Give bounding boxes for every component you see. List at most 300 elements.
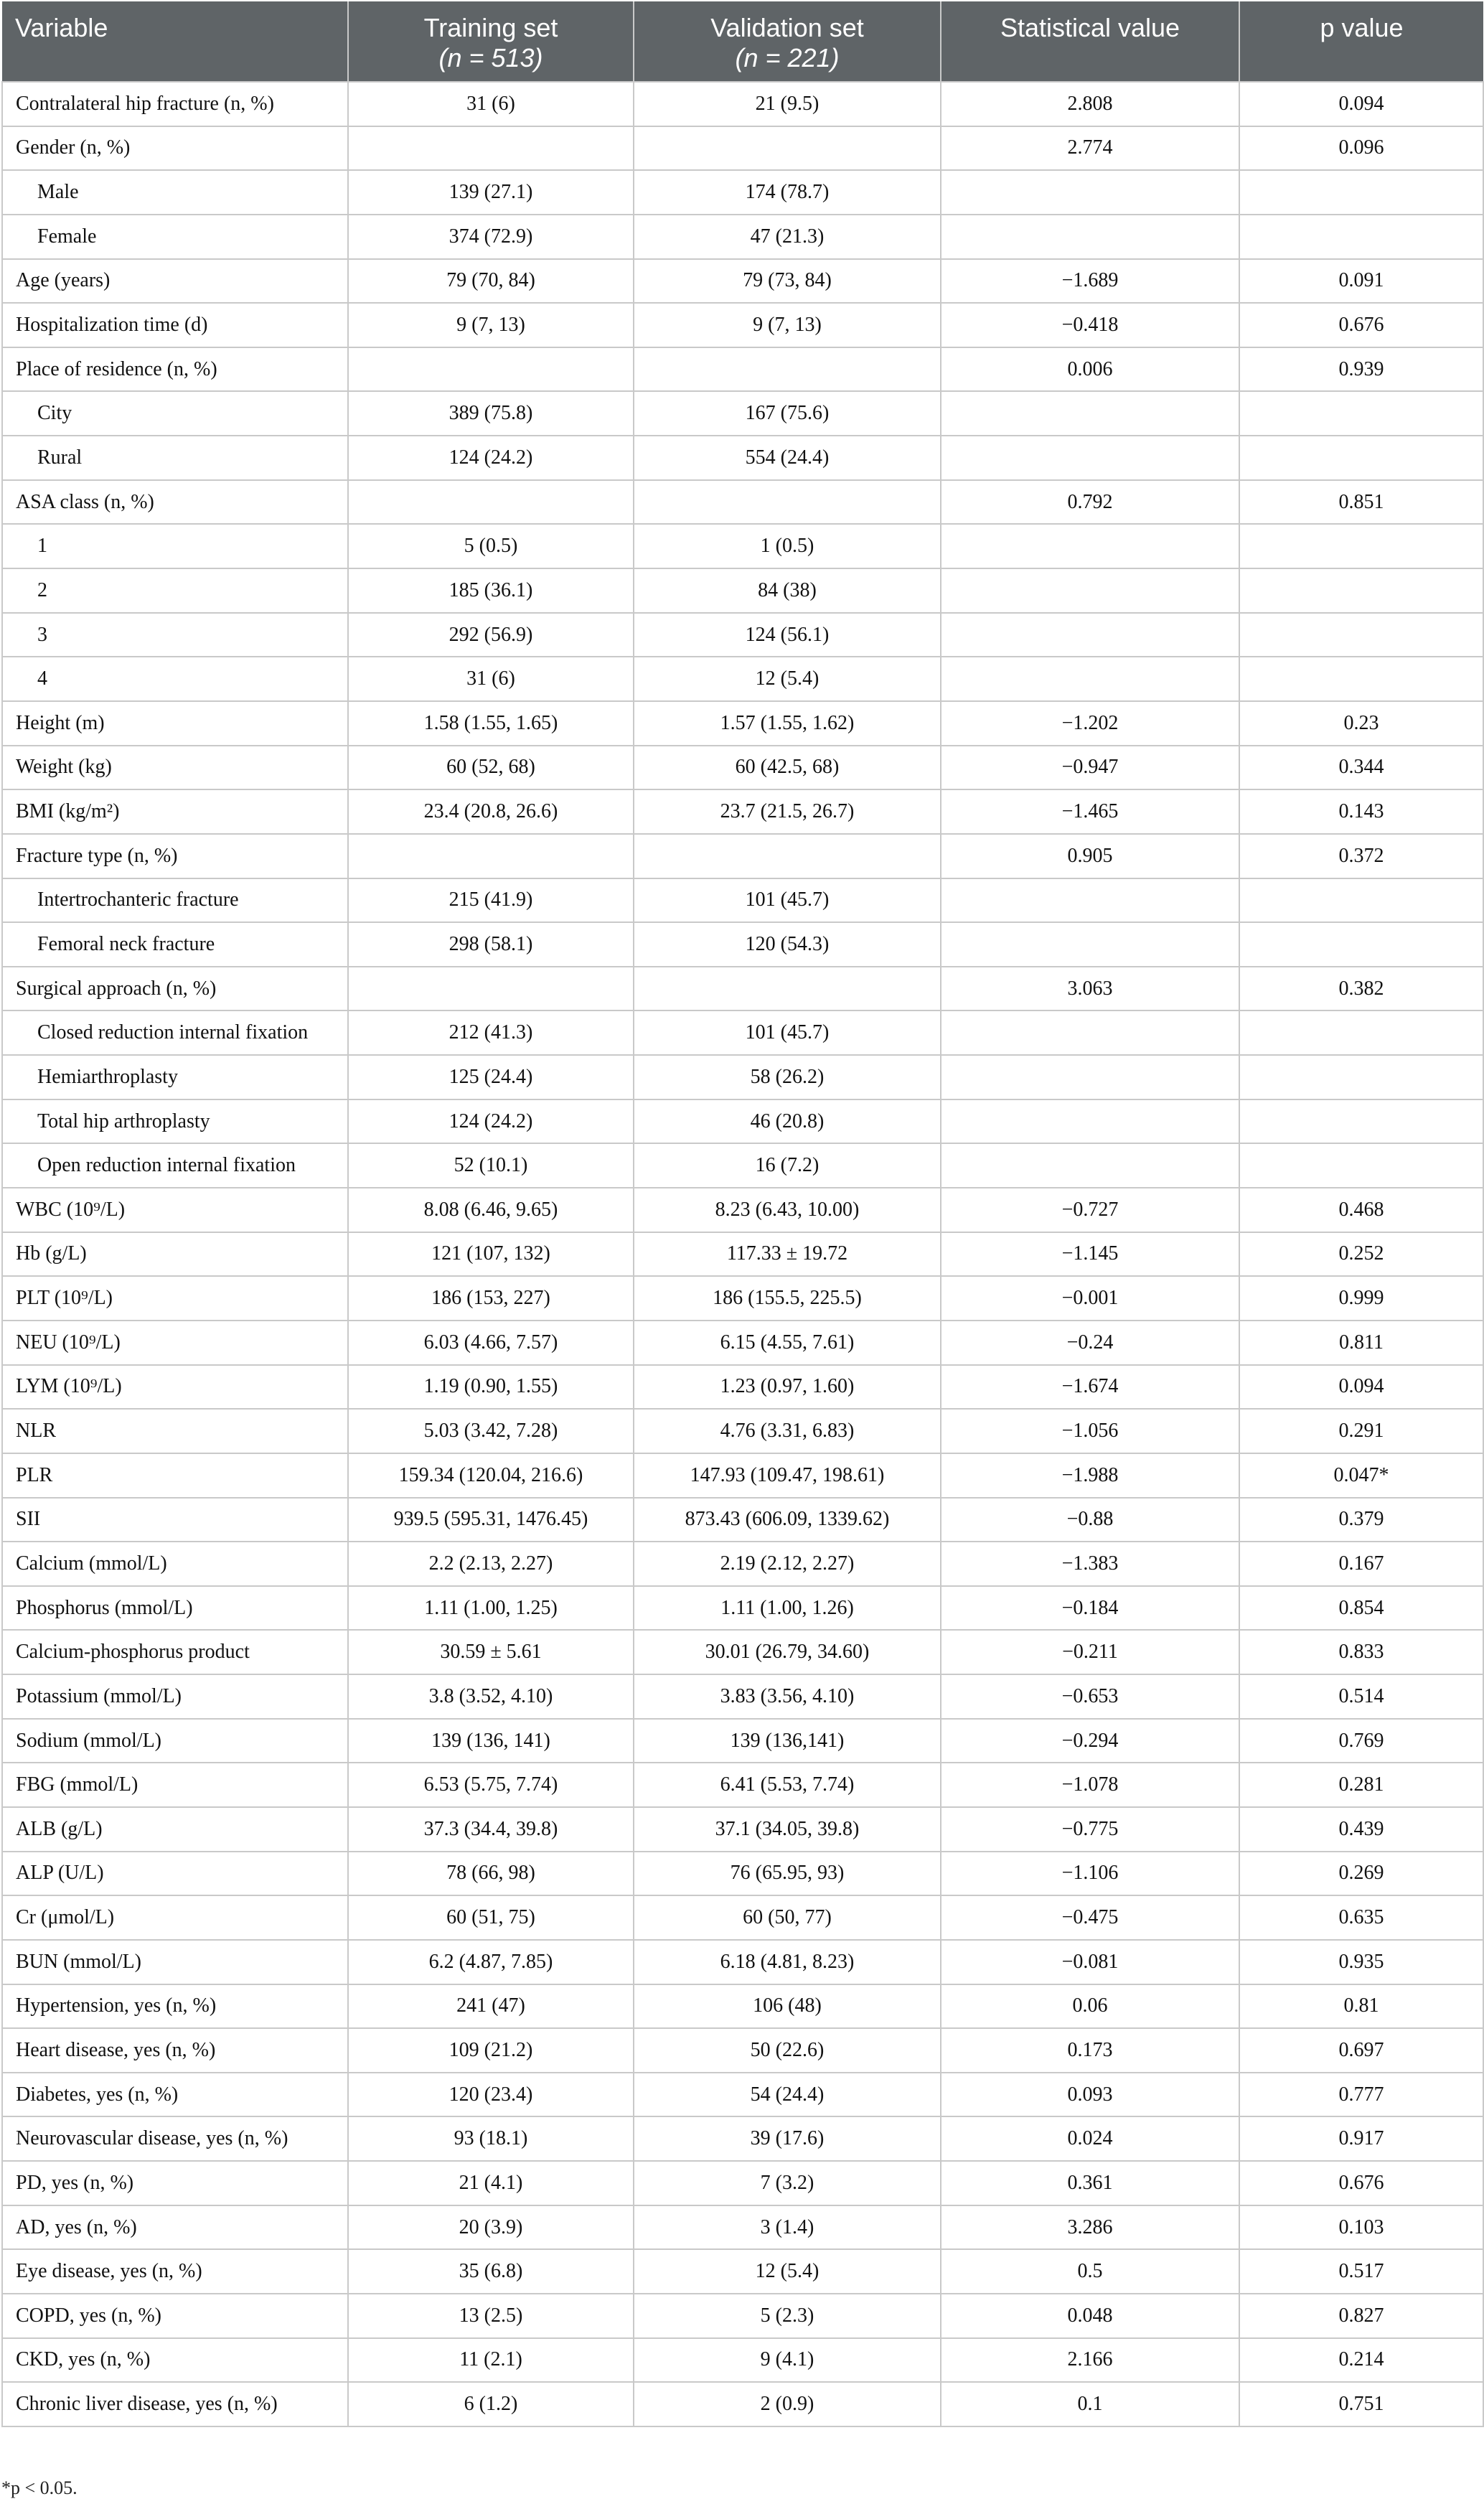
cell-training: 35 (6.8) [348, 2249, 634, 2294]
cell-training: 21 (4.1) [348, 2161, 634, 2205]
cell-training: 79 (70, 84) [348, 259, 634, 304]
table-row [2, 524, 1483, 568]
cell-variable: Hemiarthroplasty [2, 1055, 348, 1099]
cell-validation: 873.43 (606.09, 1339.62) [634, 1498, 941, 1542]
cell-statistical-value [941, 215, 1239, 259]
cell-statistical-value: −1.465 [941, 789, 1239, 834]
header-statistical-value: Statistical value [941, 1, 1239, 82]
cell-p-value: 0.103 [1239, 2205, 1483, 2250]
table-row [2, 170, 1483, 215]
table-row [2, 259, 1483, 304]
cell-statistical-value: 0.361 [941, 2161, 1239, 2205]
cell-variable: Intertrochanteric fracture [2, 878, 348, 923]
cell-statistical-value: −1.106 [941, 1852, 1239, 1896]
table-row [2, 2116, 1483, 2161]
cell-p-value: 0.291 [1239, 1409, 1483, 1453]
cell-statistical-value: −0.418 [941, 303, 1239, 347]
cell-training: 5 (0.5) [348, 524, 634, 568]
table-row [2, 1321, 1483, 1365]
cell-variable: Hb (g/L) [2, 1232, 348, 1277]
cell-p-value: 0.917 [1239, 2116, 1483, 2161]
cell-variable: AD, yes (n, %) [2, 2205, 348, 2250]
cell-p-value: 0.676 [1239, 2161, 1483, 2205]
cell-p-value: 0.811 [1239, 1321, 1483, 1365]
table-row [2, 1099, 1483, 1144]
table-row [2, 1055, 1483, 1099]
cell-validation: 12 (5.4) [634, 2249, 941, 2294]
cell-statistical-value: 0.173 [941, 2028, 1239, 2073]
cell-training: 215 (41.9) [348, 878, 634, 923]
cell-training: 120 (23.4) [348, 2073, 634, 2117]
cell-statistical-value: −0.775 [941, 1807, 1239, 1852]
table-row [2, 2382, 1483, 2426]
cell-training: 6.2 (4.87, 7.85) [348, 1940, 634, 1984]
cell-validation: 84 (38) [634, 568, 941, 613]
cell-statistical-value [941, 1143, 1239, 1188]
cell-validation: 5 (2.3) [634, 2294, 941, 2338]
cell-training: 186 (153, 227) [348, 1276, 634, 1321]
cell-validation: 8.23 (6.43, 10.00) [634, 1188, 941, 1232]
cell-p-value: 0.854 [1239, 1586, 1483, 1631]
table-row [2, 1010, 1483, 1055]
cell-p-value: 0.382 [1239, 967, 1483, 1011]
cell-validation: 139 (136,141) [634, 1719, 941, 1763]
cell-p-value: 0.269 [1239, 1852, 1483, 1896]
cell-variable: Phosphorus (mmol/L) [2, 1586, 348, 1631]
cell-statistical-value: −0.475 [941, 1895, 1239, 1940]
cell-p-value: 0.468 [1239, 1188, 1483, 1232]
cell-training: 6 (1.2) [348, 2382, 634, 2426]
cell-validation: 30.01 (26.79, 34.60) [634, 1630, 941, 1674]
cell-statistical-value [941, 922, 1239, 967]
cell-variable: PD, yes (n, %) [2, 2161, 348, 2205]
cell-variable: City [2, 391, 348, 436]
cell-p-value: 0.252 [1239, 1232, 1483, 1277]
cell-p-value: 0.214 [1239, 2338, 1483, 2383]
header-variable: Variable [2, 1, 348, 82]
cell-p-value: 0.372 [1239, 834, 1483, 878]
cell-validation: 23.7 (21.5, 26.7) [634, 789, 941, 834]
cell-validation: 6.18 (4.81, 8.23) [634, 1940, 941, 1984]
cell-variable: Sodium (mmol/L) [2, 1719, 348, 1763]
table-row [2, 1984, 1483, 2029]
cell-p-value [1239, 613, 1483, 657]
cell-p-value [1239, 170, 1483, 215]
cell-statistical-value [941, 1010, 1239, 1055]
cell-p-value: 0.833 [1239, 1630, 1483, 1674]
cell-statistical-value: −0.081 [941, 1940, 1239, 1984]
cell-statistical-value: −0.184 [941, 1586, 1239, 1631]
cell-validation: 58 (26.2) [634, 1055, 941, 1099]
cell-validation: 47 (21.3) [634, 215, 941, 259]
cell-variable: ALP (U/L) [2, 1852, 348, 1896]
cell-training [348, 126, 634, 171]
cell-p-value [1239, 391, 1483, 436]
table-row [2, 303, 1483, 347]
cell-statistical-value: −0.211 [941, 1630, 1239, 1674]
table-row [2, 1586, 1483, 1631]
cell-p-value [1239, 878, 1483, 923]
cell-variable: Open reduction internal fixation [2, 1143, 348, 1188]
table-row [2, 1940, 1483, 1984]
header-validation-set: Validation set (n = 221) [634, 1, 941, 82]
cell-training: 241 (47) [348, 1984, 634, 2029]
cell-statistical-value [941, 170, 1239, 215]
cell-training: 374 (72.9) [348, 215, 634, 259]
cell-validation: 39 (17.6) [634, 2116, 941, 2161]
cell-variable: Hospitalization time (d) [2, 303, 348, 347]
cell-p-value [1239, 1010, 1483, 1055]
cell-variable: NEU (10⁹/L) [2, 1321, 348, 1365]
table-row [2, 1409, 1483, 1453]
cell-variable: COPD, yes (n, %) [2, 2294, 348, 2338]
cell-validation: 106 (48) [634, 1984, 941, 2029]
cell-statistical-value: −0.653 [941, 1674, 1239, 1719]
cell-validation: 101 (45.7) [634, 1010, 941, 1055]
table-row [2, 2338, 1483, 2383]
cell-training: 1.19 (0.90, 1.55) [348, 1365, 634, 1410]
footnote: *p < 0.05. [1, 2477, 78, 2498]
cell-variable: Calcium-phosphorus product [2, 1630, 348, 1674]
table-body [2, 82, 1483, 2426]
cell-training: 298 (58.1) [348, 922, 634, 967]
cell-statistical-value: 0.5 [941, 2249, 1239, 2294]
cell-validation: 124 (56.1) [634, 613, 941, 657]
cell-variable: Eye disease, yes (n, %) [2, 2249, 348, 2294]
table-header [2, 1, 1483, 82]
cell-variable: Female [2, 215, 348, 259]
cell-statistical-value: −0.88 [941, 1498, 1239, 1542]
cell-p-value: 0.379 [1239, 1498, 1483, 1542]
cell-statistical-value: −0.947 [941, 746, 1239, 790]
cell-validation: 79 (73, 84) [634, 259, 941, 304]
cell-statistical-value: 0.06 [941, 1984, 1239, 2029]
cell-variable: Closed reduction internal fixation [2, 1010, 348, 1055]
cell-p-value: 0.514 [1239, 1674, 1483, 1719]
cell-validation [634, 967, 941, 1011]
cell-p-value: 0.047* [1239, 1453, 1483, 1498]
cell-validation: 60 (50, 77) [634, 1895, 941, 1940]
table-row [2, 1674, 1483, 1719]
table-row [2, 967, 1483, 1011]
cell-statistical-value [941, 657, 1239, 701]
cell-training: 159.34 (120.04, 216.6) [348, 1453, 634, 1498]
cell-validation: 101 (45.7) [634, 878, 941, 923]
cell-training: 6.53 (5.75, 7.74) [348, 1763, 634, 1807]
cell-p-value: 0.635 [1239, 1895, 1483, 1940]
cell-statistical-value [941, 391, 1239, 436]
cell-variable: Surgical approach (n, %) [2, 967, 348, 1011]
cell-p-value: 0.939 [1239, 347, 1483, 392]
table-row [2, 1276, 1483, 1321]
table-row [2, 126, 1483, 171]
table-row [2, 922, 1483, 967]
cell-variable: Neurovascular disease, yes (n, %) [2, 2116, 348, 2161]
cell-variable: Cr (μmol/L) [2, 1895, 348, 1940]
table-row [2, 2249, 1483, 2294]
table-row [2, 1895, 1483, 1940]
cell-p-value [1239, 568, 1483, 613]
table-row [2, 347, 1483, 392]
cell-p-value: 0.094 [1239, 82, 1483, 126]
cell-statistical-value [941, 1099, 1239, 1144]
cell-training: 124 (24.2) [348, 1099, 634, 1144]
cell-statistical-value: −0.727 [941, 1188, 1239, 1232]
cell-variable: WBC (10⁹/L) [2, 1188, 348, 1232]
cell-p-value: 0.094 [1239, 1365, 1483, 1410]
cell-validation: 120 (54.3) [634, 922, 941, 967]
cell-validation [634, 126, 941, 171]
cell-p-value: 0.827 [1239, 2294, 1483, 2338]
table-row [2, 1232, 1483, 1277]
cell-validation: 117.33 ± 19.72 [634, 1232, 941, 1277]
cell-variable: NLR [2, 1409, 348, 1453]
cell-p-value [1239, 436, 1483, 480]
table-row [2, 2028, 1483, 2073]
cell-training: 23.4 (20.8, 26.6) [348, 789, 634, 834]
cell-p-value: 0.81 [1239, 1984, 1483, 2029]
comparison-table [1, 1, 1484, 2427]
cell-validation: 21 (9.5) [634, 82, 941, 126]
table-row [2, 2073, 1483, 2117]
cell-training: 9 (7, 13) [348, 303, 634, 347]
cell-training: 60 (52, 68) [348, 746, 634, 790]
table-row [2, 2294, 1483, 2338]
cell-training: 139 (27.1) [348, 170, 634, 215]
cell-validation: 554 (24.4) [634, 436, 941, 480]
cell-variable: Femoral neck fracture [2, 922, 348, 967]
cell-statistical-value: 0.792 [941, 480, 1239, 525]
cell-training: 93 (18.1) [348, 2116, 634, 2161]
cell-validation: 2.19 (2.12, 2.27) [634, 1542, 941, 1586]
cell-statistical-value: 3.063 [941, 967, 1239, 1011]
table-row [2, 82, 1483, 126]
cell-p-value: 0.344 [1239, 746, 1483, 790]
table-row [2, 613, 1483, 657]
table-row [2, 1763, 1483, 1807]
cell-training: 939.5 (595.31, 1476.45) [348, 1498, 634, 1542]
cell-variable: SII [2, 1498, 348, 1542]
cell-variable: BUN (mmol/L) [2, 1940, 348, 1984]
cell-statistical-value: 3.286 [941, 2205, 1239, 2250]
cell-training: 6.03 (4.66, 7.57) [348, 1321, 634, 1365]
cell-variable: FBG (mmol/L) [2, 1763, 348, 1807]
cell-statistical-value: 0.905 [941, 834, 1239, 878]
cell-statistical-value: −1.383 [941, 1542, 1239, 1586]
cell-validation: 1.57 (1.55, 1.62) [634, 701, 941, 746]
cell-p-value: 0.167 [1239, 1542, 1483, 1586]
cell-p-value: 0.676 [1239, 303, 1483, 347]
cell-training: 1.11 (1.00, 1.25) [348, 1586, 634, 1631]
cell-training: 124 (24.2) [348, 436, 634, 480]
table-row [2, 1852, 1483, 1896]
cell-p-value: 0.439 [1239, 1807, 1483, 1852]
cell-training [348, 834, 634, 878]
cell-training: 20 (3.9) [348, 2205, 634, 2250]
cell-training: 8.08 (6.46, 9.65) [348, 1188, 634, 1232]
cell-variable: Calcium (mmol/L) [2, 1542, 348, 1586]
cell-validation: 6.41 (5.53, 7.74) [634, 1763, 941, 1807]
cell-statistical-value: −1.056 [941, 1409, 1239, 1453]
cell-validation: 37.1 (34.05, 39.8) [634, 1807, 941, 1852]
cell-statistical-value [941, 524, 1239, 568]
cell-training: 185 (36.1) [348, 568, 634, 613]
table-row [2, 1143, 1483, 1188]
cell-statistical-value: 0.048 [941, 2294, 1239, 2338]
cell-variable: Rural [2, 436, 348, 480]
cell-validation: 76 (65.95, 93) [634, 1852, 941, 1896]
cell-variable: Fracture type (n, %) [2, 834, 348, 878]
cell-statistical-value: −1.202 [941, 701, 1239, 746]
cell-validation: 9 (7, 13) [634, 303, 941, 347]
cell-variable: Gender (n, %) [2, 126, 348, 171]
cell-variable: BMI (kg/m²) [2, 789, 348, 834]
cell-validation: 2 (0.9) [634, 2382, 941, 2426]
table-row [2, 1365, 1483, 1410]
cell-p-value: 0.751 [1239, 2382, 1483, 2426]
table-row [2, 1719, 1483, 1763]
cell-variable: Height (m) [2, 701, 348, 746]
table-row [2, 834, 1483, 878]
cell-variable: 1 [2, 524, 348, 568]
cell-p-value: 0.23 [1239, 701, 1483, 746]
cell-training: 212 (41.3) [348, 1010, 634, 1055]
cell-statistical-value: −1.689 [941, 259, 1239, 304]
cell-statistical-value [941, 568, 1239, 613]
cell-statistical-value: −0.294 [941, 1719, 1239, 1763]
table-row [2, 1542, 1483, 1586]
table-row [2, 1498, 1483, 1542]
cell-variable: 3 [2, 613, 348, 657]
table-row [2, 391, 1483, 436]
cell-validation: 1.23 (0.97, 1.60) [634, 1365, 941, 1410]
cell-p-value [1239, 657, 1483, 701]
header-row [2, 1, 1483, 82]
cell-statistical-value: 0.006 [941, 347, 1239, 392]
cell-p-value: 0.769 [1239, 1719, 1483, 1763]
cell-p-value [1239, 922, 1483, 967]
cell-p-value [1239, 1099, 1483, 1144]
cell-validation: 3.83 (3.56, 4.10) [634, 1674, 941, 1719]
cell-training: 121 (107, 132) [348, 1232, 634, 1277]
cell-training: 389 (75.8) [348, 391, 634, 436]
cell-p-value: 0.091 [1239, 259, 1483, 304]
cell-validation: 1.11 (1.00, 1.26) [634, 1586, 941, 1631]
table-row [2, 568, 1483, 613]
cell-variable: Place of residence (n, %) [2, 347, 348, 392]
header-training-set: Training set (n = 513) [348, 1, 634, 82]
cell-variable: ALB (g/L) [2, 1807, 348, 1852]
table-row [2, 746, 1483, 790]
cell-p-value [1239, 215, 1483, 259]
cell-variable: 2 [2, 568, 348, 613]
cell-training: 109 (21.2) [348, 2028, 634, 2073]
table-row [2, 215, 1483, 259]
cell-training [348, 480, 634, 525]
table-row [2, 2205, 1483, 2250]
cell-statistical-value: 2.774 [941, 126, 1239, 171]
table-row [2, 1807, 1483, 1852]
cell-training: 5.03 (3.42, 7.28) [348, 1409, 634, 1453]
cell-validation: 54 (24.4) [634, 2073, 941, 2117]
cell-statistical-value: 0.1 [941, 2382, 1239, 2426]
cell-statistical-value: −0.24 [941, 1321, 1239, 1365]
cell-validation [634, 834, 941, 878]
cell-training: 3.8 (3.52, 4.10) [348, 1674, 634, 1719]
cell-variable: Total hip arthroplasty [2, 1099, 348, 1144]
cell-training: 60 (51, 75) [348, 1895, 634, 1940]
cell-variable: Hypertension, yes (n, %) [2, 1984, 348, 2029]
cell-training: 31 (6) [348, 657, 634, 701]
cell-statistical-value: −1.078 [941, 1763, 1239, 1807]
cell-p-value: 0.281 [1239, 1763, 1483, 1807]
table-row [2, 1453, 1483, 1498]
cell-variable: PLT (10⁹/L) [2, 1276, 348, 1321]
cell-training: 31 (6) [348, 82, 634, 126]
cell-training: 52 (10.1) [348, 1143, 634, 1188]
cell-statistical-value: −0.001 [941, 1276, 1239, 1321]
cell-p-value: 0.096 [1239, 126, 1483, 171]
cell-statistical-value: −1.988 [941, 1453, 1239, 1498]
cell-validation: 46 (20.8) [634, 1099, 941, 1144]
cell-statistical-value: 0.093 [941, 2073, 1239, 2117]
cell-validation: 174 (78.7) [634, 170, 941, 215]
cell-validation: 7 (3.2) [634, 2161, 941, 2205]
cell-p-value: 0.517 [1239, 2249, 1483, 2294]
cell-statistical-value [941, 436, 1239, 480]
cell-variable: Diabetes, yes (n, %) [2, 2073, 348, 2117]
cell-validation: 60 (42.5, 68) [634, 746, 941, 790]
cell-statistical-value [941, 878, 1239, 923]
table-row [2, 657, 1483, 701]
cell-validation: 12 (5.4) [634, 657, 941, 701]
cell-validation: 9 (4.1) [634, 2338, 941, 2383]
cell-statistical-value [941, 1055, 1239, 1099]
cell-variable: Male [2, 170, 348, 215]
cell-training: 37.3 (34.4, 39.8) [348, 1807, 634, 1852]
cell-variable: Potassium (mmol/L) [2, 1674, 348, 1719]
cell-training: 13 (2.5) [348, 2294, 634, 2338]
table-row [2, 1630, 1483, 1674]
cell-statistical-value: 2.166 [941, 2338, 1239, 2383]
cell-training: 2.2 (2.13, 2.27) [348, 1542, 634, 1586]
cell-variable: ASA class (n, %) [2, 480, 348, 525]
cell-validation: 16 (7.2) [634, 1143, 941, 1188]
cell-variable: Chronic liver disease, yes (n, %) [2, 2382, 348, 2426]
cell-statistical-value [941, 613, 1239, 657]
cell-training [348, 967, 634, 1011]
cell-validation [634, 480, 941, 525]
cell-statistical-value: 2.808 [941, 82, 1239, 126]
table-row [2, 2161, 1483, 2205]
cell-variable: LYM (10⁹/L) [2, 1365, 348, 1410]
cell-p-value: 0.777 [1239, 2073, 1483, 2117]
cell-p-value: 0.697 [1239, 2028, 1483, 2073]
cell-p-value: 0.935 [1239, 1940, 1483, 1984]
cell-validation: 50 (22.6) [634, 2028, 941, 2073]
cell-statistical-value: −1.674 [941, 1365, 1239, 1410]
cell-validation: 4.76 (3.31, 6.83) [634, 1409, 941, 1453]
cell-training: 1.58 (1.55, 1.65) [348, 701, 634, 746]
cell-variable: Heart disease, yes (n, %) [2, 2028, 348, 2073]
cell-training: 78 (66, 98) [348, 1852, 634, 1896]
cell-p-value: 0.851 [1239, 480, 1483, 525]
cell-variable: 4 [2, 657, 348, 701]
cell-validation: 186 (155.5, 225.5) [634, 1276, 941, 1321]
table-row [2, 878, 1483, 923]
cell-statistical-value: −1.145 [941, 1232, 1239, 1277]
cell-p-value [1239, 524, 1483, 568]
